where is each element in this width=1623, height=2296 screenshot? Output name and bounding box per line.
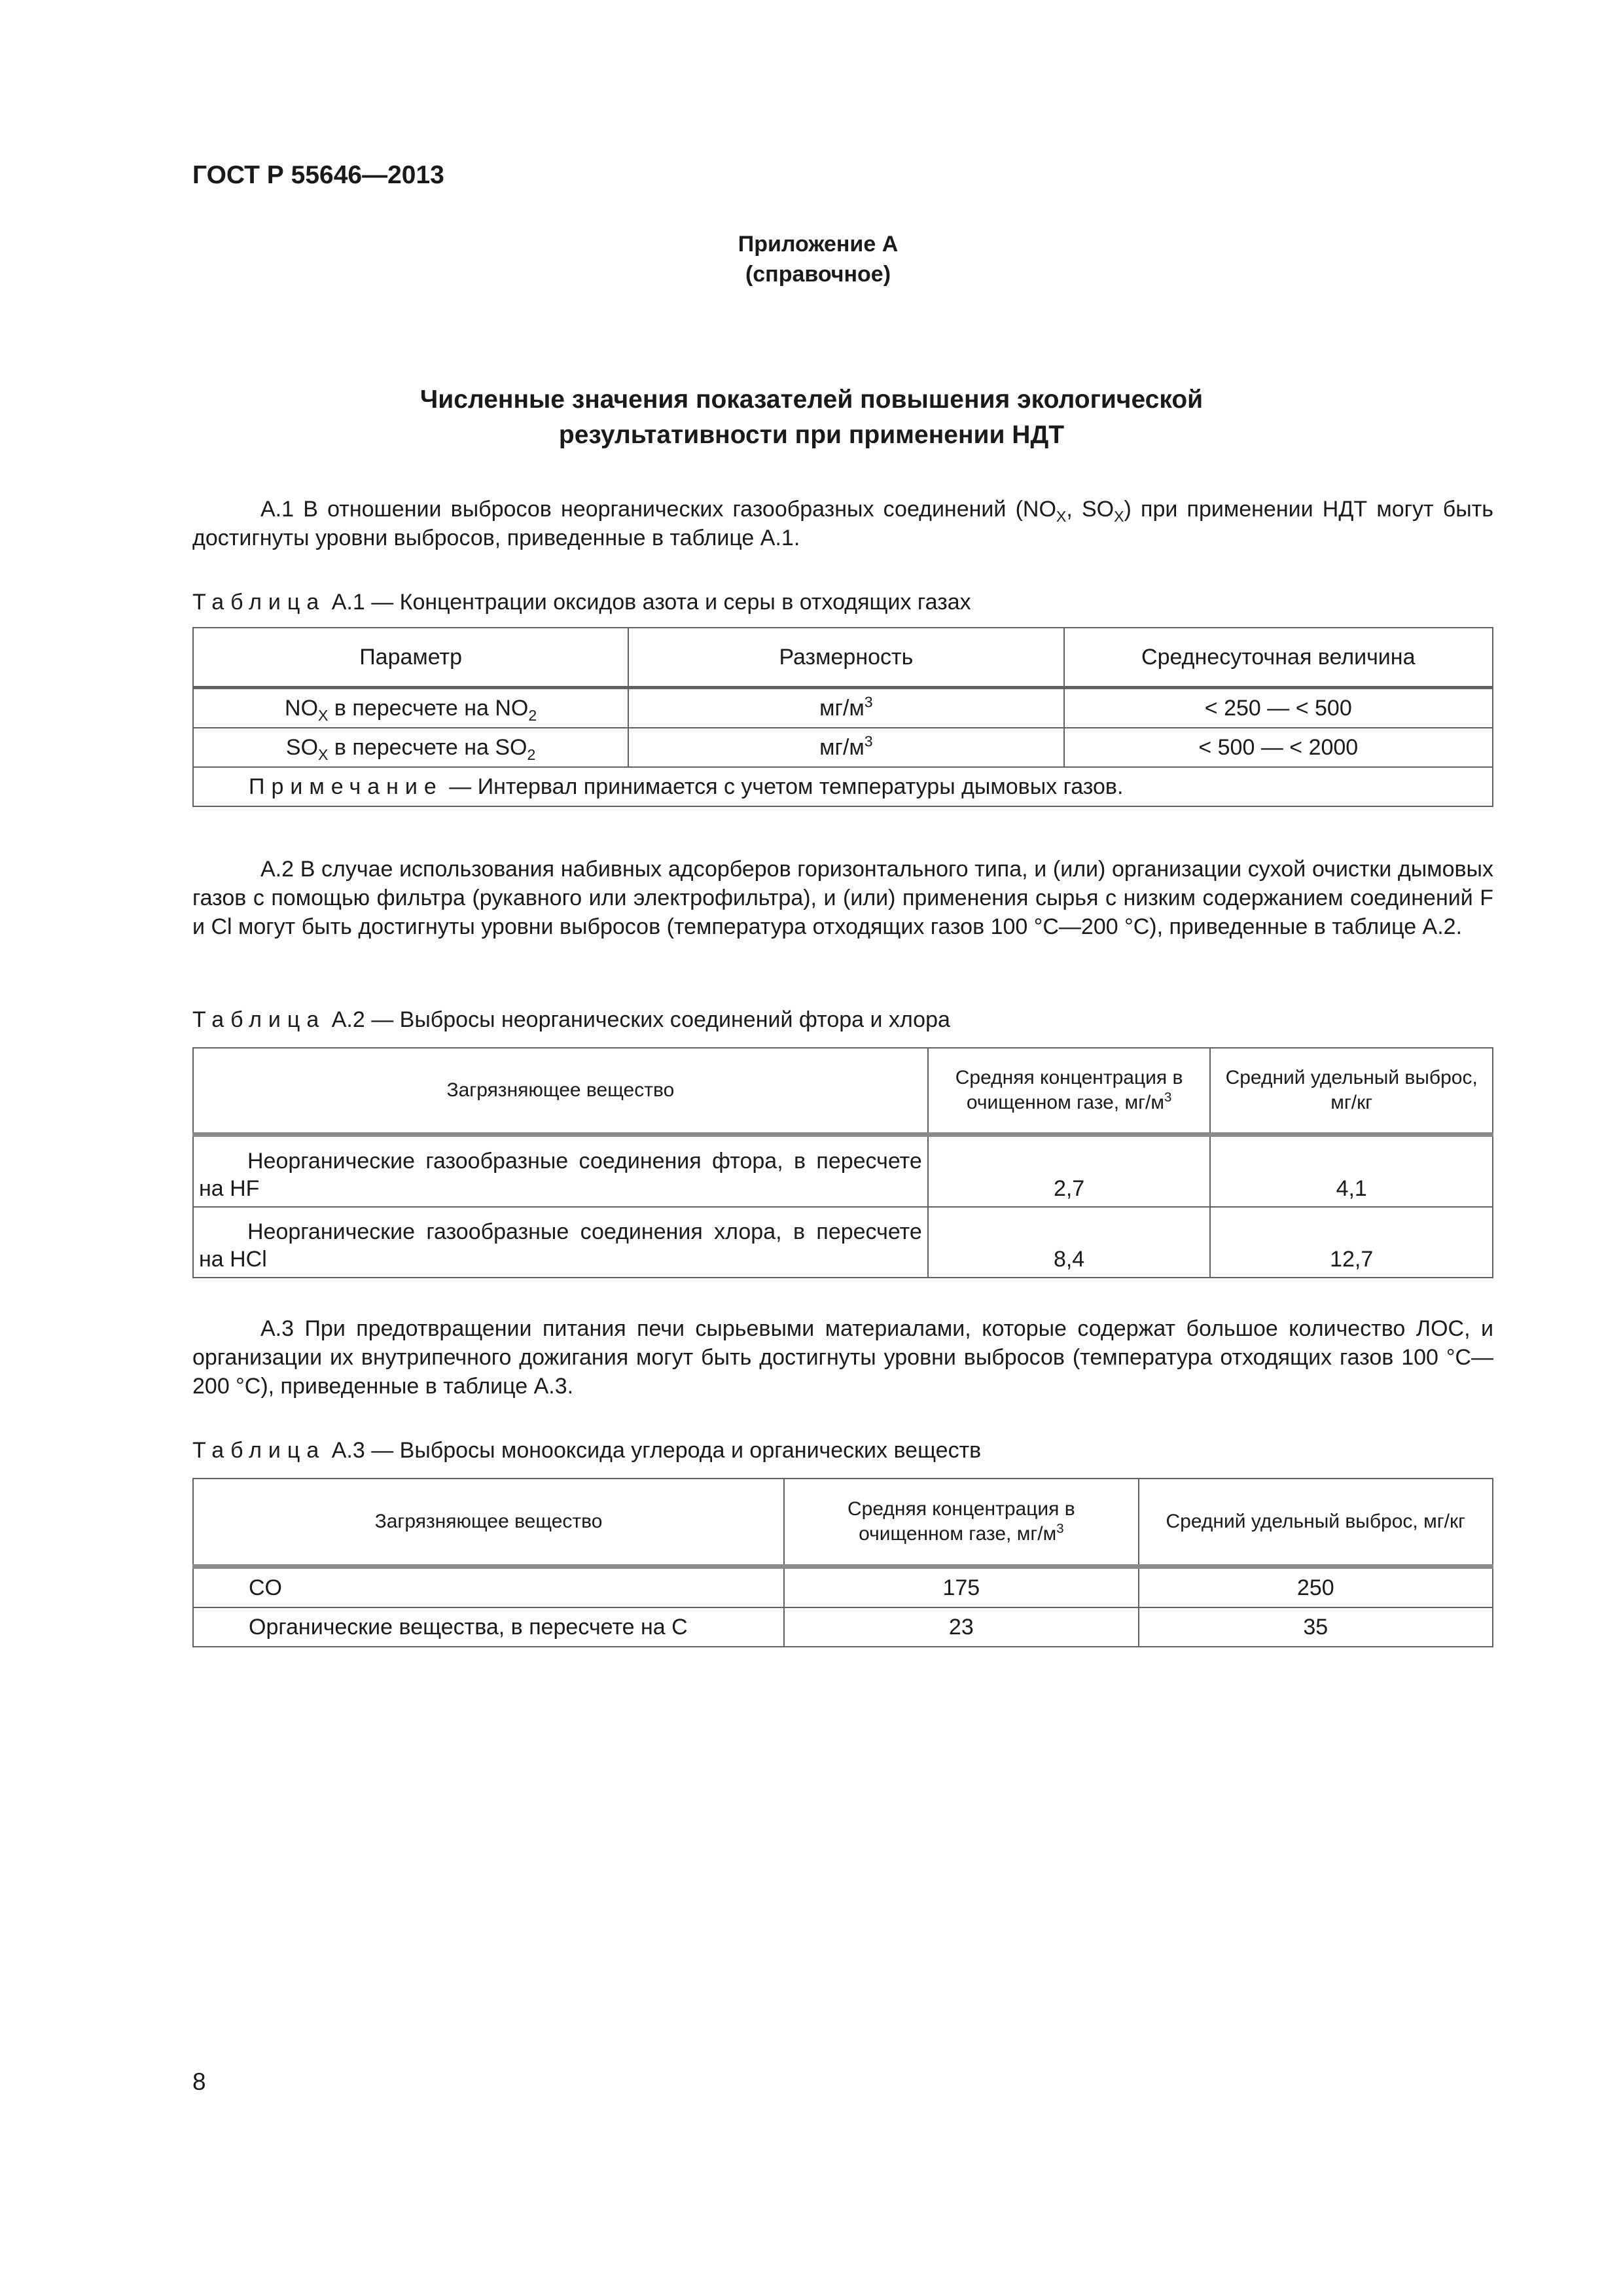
table-row bbox=[193, 1567, 1493, 1608]
table-cell: 175 bbox=[784, 1567, 1139, 1608]
table-row bbox=[193, 1207, 1493, 1278]
table-cell: 35 bbox=[1139, 1607, 1493, 1647]
page-number: 8 bbox=[192, 2068, 206, 2095]
table-cell: 12,7 bbox=[1210, 1207, 1493, 1278]
table-a1-caption: Таблица А.1 — Концентрации оксидов азота и серы в отходящих газах bbox=[192, 590, 971, 615]
table-a2-caption: Таблица А.2 — Выбросы неорганических соединений фтора и хлора bbox=[192, 1007, 950, 1032]
table-cell: Неорганические газообразные соединения хлора, в пересчете на HCl bbox=[193, 1207, 928, 1278]
table-header-cell: Размерность bbox=[628, 628, 1063, 688]
table-cell: < 500 — < 2000 bbox=[1064, 728, 1493, 767]
paragraph-a3: А.3 При предотвращении питания печи сырьевыми материалами, которые содержат большое количество ЛОС, и организации их внутрипечного дожигания могут быть достигнуты уровни выбросов (температура отходящих газов 100 °C—200 °C), приведенные в таблице А.3. bbox=[192, 1316, 1493, 1399]
table-cell: 4,1 bbox=[1210, 1135, 1493, 1208]
table-header-cell: Параметр bbox=[193, 628, 628, 688]
paragraph-a1: А.1 В отношении выбросов неорганических газообразных соединений ($NO_X$, $SO_X$) при применении НДТ могут быть достигнуты уровни выбросов, приведенные в таблице А.1. bbox=[192, 497, 1493, 550]
table-a3-caption: Таблица А.3 — Выбросы монооксида углерода и органических веществ bbox=[192, 1438, 982, 1463]
table-cell: Органические вещества, в пересчете на С bbox=[193, 1607, 784, 1647]
table-a3 bbox=[192, 1478, 1493, 1647]
table-header-cell: Средняя концентрация в очищенном газе, $мг/м^3$ bbox=[784, 1479, 1139, 1567]
table-cell: 2,7 bbox=[928, 1135, 1211, 1208]
table-a2 bbox=[192, 1047, 1493, 1278]
table-header-cell: Средний удельный выброс, мг/кг bbox=[1139, 1479, 1493, 1567]
table-cell: $NO_X$ в пересчете на $NO_2$ bbox=[193, 688, 628, 728]
table-cell: CO bbox=[193, 1567, 784, 1608]
annex-title: Приложение А bbox=[738, 232, 899, 257]
annex-heading bbox=[0, 382, 1623, 453]
table-cell: $мг/м^3$ bbox=[628, 688, 1063, 728]
table-header-cell: Среднесуточная величина bbox=[1064, 628, 1493, 688]
table-cell: $мг/м^3$ bbox=[628, 728, 1063, 767]
table-header-cell: Средняя концентрация в очищенном газе, $мг/м^3$ bbox=[928, 1048, 1211, 1135]
table-header-cell: Средний удельный выброс, мг/кг bbox=[1210, 1048, 1493, 1135]
table-a1 bbox=[192, 627, 1493, 807]
table-cell: 8,4 bbox=[928, 1207, 1211, 1278]
table-note-row bbox=[193, 767, 1493, 806]
annex-heading-line-2: результативности при применении НДТ bbox=[558, 421, 1065, 449]
table-cell: Неорганические газообразные соединения фтора, в пересчете на HF bbox=[193, 1135, 928, 1208]
table-header-cell: Загрязняющее вещество bbox=[193, 1479, 784, 1567]
table-cell: 23 bbox=[784, 1607, 1139, 1647]
paragraph-a2: А.2 В случае использования набивных адсорберов горизонтального типа, и (или) организации сухой очистки дымовых газов с помощью фильтра (рукавного или электрофильтра), и (или) применения сырья с низким содержанием соединений F и Cl могут быть достигнуты уровни выбросов (температура отходящих газов 100 °C—200 °C), приведенные в таблице А.2. bbox=[192, 857, 1493, 939]
table-row bbox=[193, 1607, 1493, 1647]
table-cell: 250 bbox=[1139, 1567, 1493, 1608]
table-note: Примечание — Интервал принимается с учетом температуры дымовых газов. bbox=[193, 767, 1493, 806]
annex-type: (справочное) bbox=[745, 262, 891, 287]
table-row bbox=[193, 728, 1493, 767]
annex-heading-line-1: Численные значения показателей повышения экологической bbox=[419, 386, 1204, 414]
table-header-cell: Загрязняющее вещество bbox=[193, 1048, 928, 1135]
table-cell: < 250 — < 500 bbox=[1064, 688, 1493, 728]
table-cell: $SO_X$ в пересчете на $SO_2$ bbox=[193, 728, 628, 767]
document-header: ГОСТ Р 55646—2013 bbox=[192, 161, 444, 189]
table-row bbox=[193, 688, 1493, 728]
table-row bbox=[193, 1135, 1493, 1208]
